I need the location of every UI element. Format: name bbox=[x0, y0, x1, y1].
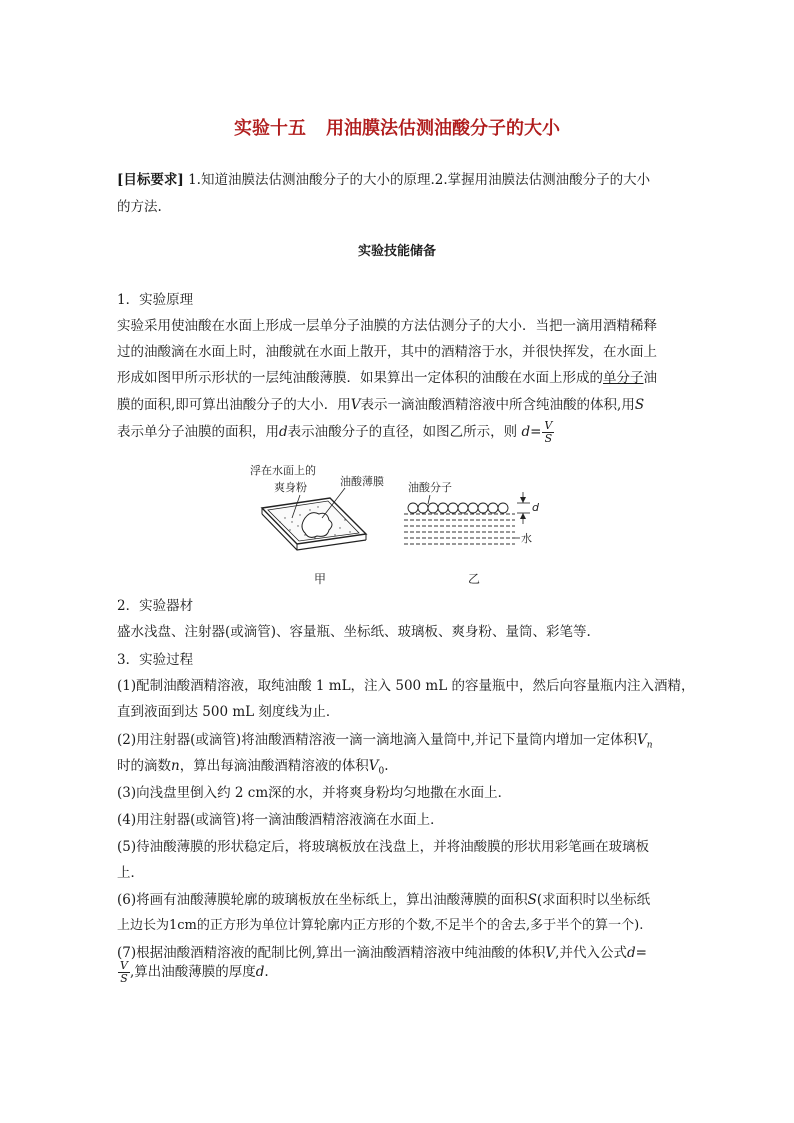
objective-tag: [目标要求] bbox=[117, 172, 184, 188]
objective-line-2: 的方法. bbox=[117, 199, 162, 215]
principle-line-3 bbox=[117, 366, 683, 386]
principle-line-2: 过的油酸滴在水面上时，油酸就在水面上散开，其中的酒精溶于水，并很快挥发，在水面上 bbox=[117, 344, 657, 360]
principle-line-4a: 膜的面积,即可算出油酸分子的大小．用 bbox=[117, 397, 351, 413]
formula-lhs: d= bbox=[521, 424, 542, 440]
principle-underlined: 单分子 bbox=[603, 370, 644, 386]
step-2b2: ，算出每滴油酸酒精溶液的体积 bbox=[179, 758, 369, 774]
principle-line-1: 实验采用使油酸在水面上形成一层单分子油膜的方法估测分子的大小．当把一滴用酒精稀释 bbox=[117, 318, 657, 334]
title-part2: 用油膜法估测油酸分子的大小 bbox=[326, 118, 560, 139]
fraction2-denominator: S bbox=[120, 972, 128, 985]
step-6a2: (求面积时以坐标纸 bbox=[536, 892, 651, 908]
var-thickness: d bbox=[255, 964, 265, 980]
step-6-line-1 bbox=[117, 888, 683, 908]
label-powder: 爽身粉 bbox=[274, 481, 307, 494]
step-3: (3)向浅盘里倒入约 2 cm深的水，并将爽身粉均匀地撒在水面上． bbox=[117, 785, 512, 801]
principle-heading: 1．实验原理 bbox=[117, 292, 194, 308]
fraction-denominator: S bbox=[544, 432, 553, 445]
step-7c: . bbox=[264, 964, 269, 980]
step-7a1: (7)根据油酸酒精溶液的配制比例,算出一滴油酸酒精溶液中纯油酸的体积 bbox=[117, 945, 546, 961]
principle-line-5b: 表示油酸分子的直径，如图乙所示，则 bbox=[287, 424, 518, 440]
sub-0: 0 bbox=[378, 766, 385, 777]
formula2-fraction bbox=[118, 960, 130, 985]
formula2-lhs: d= bbox=[626, 945, 647, 961]
molecule-diagram bbox=[404, 480, 540, 586]
step-7-line-2 bbox=[117, 960, 683, 985]
label-floating-powder: 浮在水面上的 bbox=[250, 464, 316, 477]
section-heading: 实验技能储备 bbox=[357, 244, 436, 259]
var-s-area: S bbox=[527, 892, 537, 908]
step-4: (4)用注射器(或滴管)将一滴油酸酒精溶液滴在水面上． bbox=[117, 812, 444, 828]
step-7-line-1 bbox=[117, 941, 683, 961]
step-7a2: ,并代入公式 bbox=[555, 945, 627, 961]
principle-line-3a: 形成如图甲所示形状的一层纯油酸薄膜．如果算出一定体积的油酸在水面上形成的 bbox=[117, 370, 603, 386]
caption-right: 乙 bbox=[468, 572, 481, 586]
step-7b: ,算出油酸薄膜的厚度 bbox=[129, 964, 256, 980]
step-2b3: . bbox=[384, 758, 389, 774]
step-2b1: 时的滴数 bbox=[117, 758, 171, 774]
principle-line-5a: 表示单分子油膜的面积，用 bbox=[117, 424, 279, 440]
fraction2-numerator: V bbox=[120, 959, 128, 972]
equipment-heading: 2．实验器材 bbox=[117, 598, 194, 614]
objective-line-1 bbox=[117, 168, 683, 188]
equipment-text: 盛水浅盘、注射器(或滴管)、容量瓶、坐标纸、玻璃板、爽身粉、量筒、彩笔等. bbox=[117, 624, 591, 640]
step-6-line-2: 上边长为1cm的正方形为单位计算轮廓内正方形的个数,不足半个的舍去,多于半个的算一个). bbox=[117, 918, 644, 933]
step-1-line-2: 直到液面到达 500 mL 刻度线为止． bbox=[117, 704, 340, 720]
page-title bbox=[0, 114, 794, 140]
step-5-line-1: (5)待油酸薄膜的形状稳定后，将玻璃板放在浅盘上，并将油酸膜的形状用彩笔画在玻璃板 bbox=[117, 839, 650, 855]
var-v-pure: V bbox=[545, 945, 556, 961]
tray-diagram bbox=[250, 463, 384, 586]
var-v0: V bbox=[368, 758, 379, 774]
var-n: n bbox=[171, 758, 180, 774]
step-5-line-2: 上． bbox=[117, 865, 144, 881]
step-6a1: (6)将画有油酸薄膜轮廓的玻璃板放在坐标纸上，算出油酸薄膜的面积 bbox=[117, 892, 528, 908]
sub-n: n bbox=[646, 740, 653, 751]
fraction-numerator: V bbox=[544, 419, 553, 432]
label-oil-molecules: 油酸分子 bbox=[408, 481, 452, 494]
caption-left: 甲 bbox=[314, 572, 327, 586]
label-d: d bbox=[532, 501, 539, 514]
formula-fraction bbox=[542, 420, 554, 445]
principle-line-5 bbox=[117, 420, 683, 445]
principle-line-4b: 表示一滴油酸酒精溶液中所含纯油酸的体积,用 bbox=[360, 397, 635, 413]
title-part1: 实验十五 bbox=[234, 118, 306, 139]
label-oil-film: 油酸薄膜 bbox=[340, 475, 384, 488]
step-2-line-1 bbox=[117, 728, 683, 751]
var-d: d bbox=[279, 424, 288, 440]
experiment-figure bbox=[0, 460, 794, 600]
principle-line-3b: 油 bbox=[643, 370, 657, 386]
process-heading: 3．实验过程 bbox=[117, 652, 194, 668]
step-2-line-2 bbox=[117, 754, 683, 777]
step-1-line-1: (1)配制油酸酒精溶液，取纯油酸 1 mL，注入 500 mL 的容量瓶中，然后向容量瓶内注入酒精， bbox=[117, 678, 695, 694]
label-water: 水 bbox=[521, 532, 532, 545]
var-v: V bbox=[350, 397, 361, 413]
objective-text-1: 1.知道油膜法估测油酸分子的大小的原理.2.掌握用油膜法估测油酸分子的大小 bbox=[188, 172, 651, 188]
var-s: S bbox=[634, 397, 645, 413]
principle-line-4 bbox=[117, 393, 683, 413]
step-2a: (2)用注射器(或滴管)将油酸酒精溶液一滴一滴地滴入量筒中,并记下量筒内增加一定体积 bbox=[117, 732, 637, 748]
var-vn: V bbox=[636, 732, 647, 748]
